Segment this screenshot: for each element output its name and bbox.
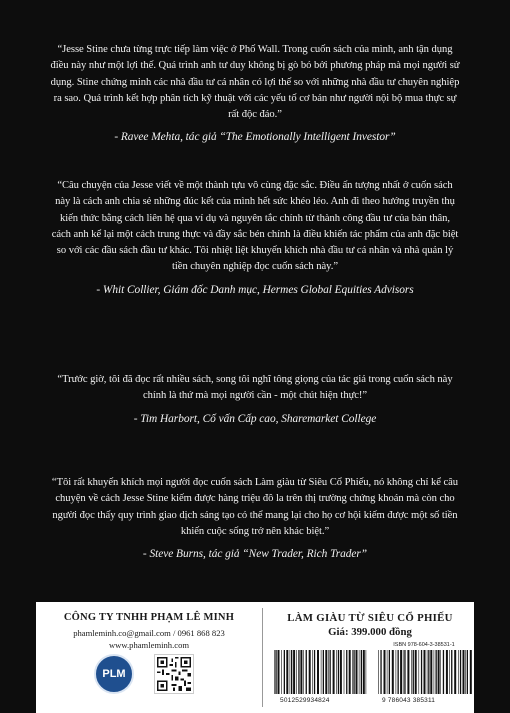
barcode-bar [340, 650, 342, 694]
barcode-bar [344, 650, 345, 694]
barcode-bar [460, 650, 461, 694]
barcode-bar [312, 650, 313, 694]
quote-text: “Câu chuyện của Jesse viết về một thành tựu vô cùng đặc sắc. Điều ấn tượng nhất ở cuốn sách này là cách anh chia sẻ những đúc kết của mình hết sức khéo léo. Anh đi theo hướng truyền thụ kiến thức bằng cách liên hệ qua ví dụ và nguyên tắc chính từ thành công đầu tư của bản thân, cách anh kể lại một cách trung thực và đầy sắc bén chính là điều khiến tác phẩm của anh đặc biệt so với các đầu sách đầu tư khác. Tôi nhiệt liệt khuyến khích nhà đầu tư cá nhân và nhà quản lý tiền chuyên nghiệp đọc cuốn sách này.” [51, 180, 459, 273]
publisher-name: CÔNG TY TNHH PHẠM LÊ MINH [63, 612, 235, 623]
barcode-bar [419, 650, 420, 694]
barcode-bar [400, 650, 402, 694]
barcode-bar [314, 650, 315, 694]
barcode-bar [306, 650, 307, 694]
barcode-bar [434, 650, 435, 694]
quote-block [50, 475, 460, 562]
barcode-bar [451, 650, 452, 694]
barcode-bar [398, 650, 399, 694]
publisher-website: www.phamleminh.com [108, 640, 190, 650]
barcode-bar [290, 650, 291, 694]
quote-text: “Tôi rất khuyến khích mọi người đọc cuốn sách Làm giàu từ Siêu Cổ Phiếu, nó không chỉ kể câu chuyện về cách Jesse Stine kiếm được hàng triệu đô la trên thị trường chứng khoán mà còn cho người đọc thấy quy trình giao dịch sáng tạo có thể mang lại cho họ cơ hội kiếm được một số tiền khiến cuộc sống trở nên khác biệt.” [51, 477, 459, 537]
barcode-bar [407, 650, 409, 694]
barcode-bar [346, 650, 347, 694]
barcode-bar [363, 650, 365, 694]
barcode-bar [465, 650, 466, 694]
barcode-bar [427, 650, 428, 694]
barcode-bar [403, 650, 404, 694]
quote-block [50, 42, 460, 146]
qr-code-icon [154, 654, 194, 694]
barcode-bar [328, 650, 329, 694]
barcode-bar [440, 650, 441, 694]
barcode-bar [415, 650, 417, 694]
barcode-bar [467, 650, 468, 694]
barcode-bar [361, 650, 362, 694]
publisher-logo: PLM [94, 654, 134, 694]
barcode-bar [438, 650, 440, 694]
quote-block [50, 178, 460, 298]
barcode-bar [321, 650, 322, 694]
barcode-bar [458, 650, 459, 694]
barcode-bar [378, 650, 379, 694]
barcode-bar [353, 650, 354, 694]
quote-text: “Jesse Stine chưa từng trực tiếp làm việc ở Phố Wall. Trong cuốn sách của mình, anh tận dụng điều này như một lợi thế. Quá trình anh tư duy không bị gò bó bởi phương pháp mà mọi người sử dụng. Stine chứng minh các nhà đầu tư cá nhân có lợi thế so với những nhà đầu tư chuyên nghiệp ra sao. Quá trình kết hợp phân tích kỹ thuật với các yếu tố cơ bản như người nội bộ mua thực sự rất độc đáo.” [50, 44, 460, 121]
barcode-bar [296, 650, 297, 694]
barcode-bar [389, 650, 390, 694]
barcode-bar [281, 650, 282, 694]
barcode-bar [411, 650, 412, 694]
barcode-bar [359, 650, 360, 694]
isbn-label: ISBN 978-604-3-38531-1 [393, 642, 455, 648]
quote-author: - Ravee Mehta, tác giả “The Emotionally Intelligent Investor” [114, 131, 396, 144]
barcode-bar [446, 650, 448, 694]
barcode-left-number: 5012529934824 [280, 697, 330, 704]
barcode-bar [428, 650, 429, 694]
barcode-bar [309, 650, 311, 694]
book-title: LÀM GIÀU TỪ SIÊU CỔ PHIẾU [287, 612, 453, 624]
quote-author: - Tim Harbort, Cố vấn Cấp cao, Sharemarket College [133, 412, 377, 425]
quote-author: - Whit Collier, Giám đốc Danh mục, Hermes Global Equities Advisors [96, 283, 414, 296]
barcode-bar [323, 650, 324, 694]
barcode-bar [387, 650, 388, 694]
barcode-bar [303, 650, 304, 694]
barcode-bar [366, 650, 367, 694]
barcode-left [272, 650, 368, 696]
barcode-bar [356, 650, 358, 694]
barcode-bar [300, 650, 302, 694]
barcode-bar [349, 650, 351, 694]
barcode-bar [298, 650, 299, 694]
barcode-bar [325, 650, 327, 694]
barcode-bar [424, 650, 426, 694]
book-info-block [266, 602, 474, 713]
barcode-right-number: 9 786043 385311 [382, 697, 436, 704]
quote-text: “Trước giờ, tôi đã đọc rất nhiều sách, song tôi nghĩ tông giọng của tác giả trong cuốn sách này chính là thứ mà mọi người cần - một chút hiện thực!” [57, 374, 453, 402]
barcode-bar [449, 650, 450, 694]
publisher-block [36, 602, 262, 713]
barcode-bar [454, 650, 456, 694]
barcode-bar [330, 650, 331, 694]
barcode-bar [392, 650, 394, 694]
barcode-bar [380, 650, 381, 694]
barcode-bar [336, 650, 337, 694]
publisher-contact: phamleminh.co@gmail.com / 0961 868 823 [73, 628, 225, 638]
barcode-bar [443, 650, 444, 694]
quote-block [50, 372, 460, 427]
info-panel [36, 602, 474, 713]
barcode-bar [284, 650, 285, 694]
barcode-bar [338, 650, 339, 694]
barcode-bar [470, 650, 472, 694]
barcode-bar [396, 650, 397, 694]
barcode-bar [352, 650, 353, 694]
book-price: Giá: 399.000 đồng [328, 626, 412, 638]
barcode-bar [463, 650, 465, 694]
quote-author: - Steve Burns, tác giả “New Trader, Rich Trader” [142, 548, 368, 561]
barcode-bar [436, 650, 437, 694]
barcode-bar [404, 650, 405, 694]
barcode-bar [278, 650, 280, 694]
barcode-bar [430, 650, 432, 694]
barcode-bar [421, 650, 422, 694]
barcode-bar [291, 650, 292, 694]
panel-divider [262, 608, 263, 707]
barcode-bar [317, 650, 319, 694]
barcode-bar [286, 650, 288, 694]
barcode-bar [293, 650, 295, 694]
barcode-bar [413, 650, 414, 694]
barcode-bar [384, 650, 386, 694]
barcode-bar [333, 650, 335, 694]
barcode-bar [274, 650, 275, 694]
barcode-right [376, 650, 472, 696]
barcode-bar [275, 650, 276, 694]
